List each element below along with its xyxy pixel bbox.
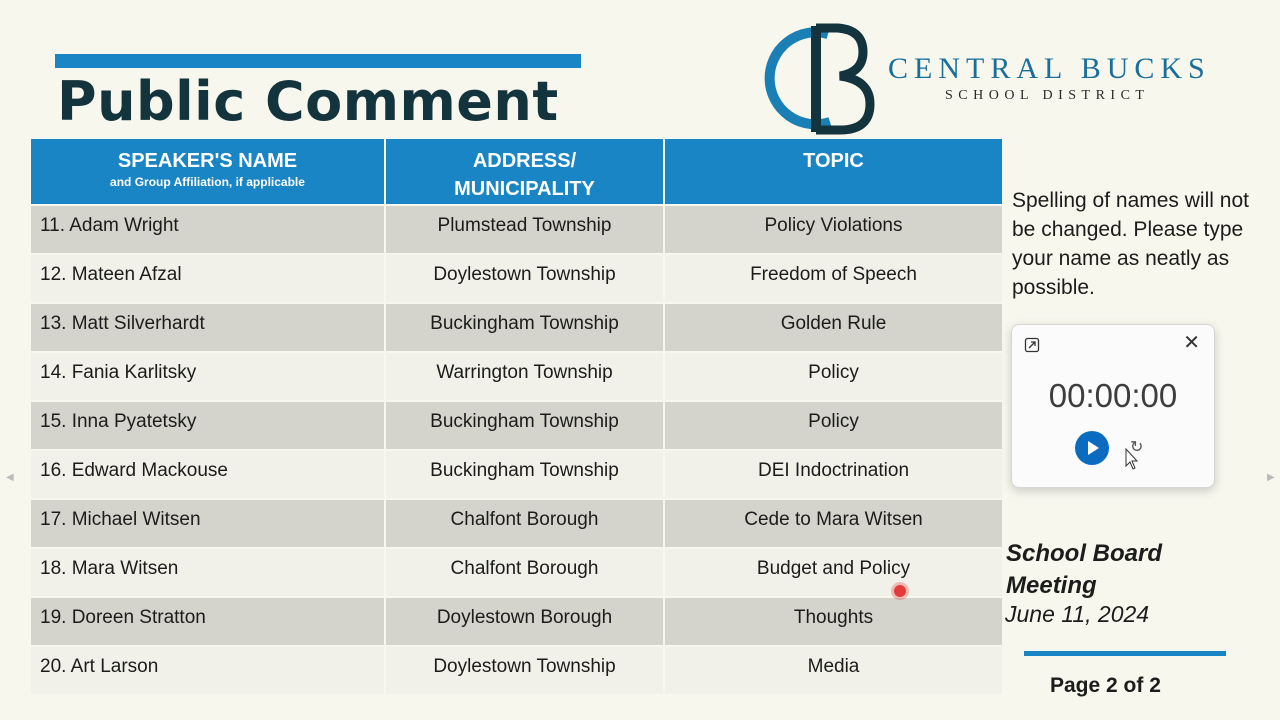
table-row xyxy=(31,547,1002,596)
topic-cell: Policy xyxy=(665,400,1002,449)
header-speaker-name xyxy=(31,139,386,204)
header-address xyxy=(386,139,665,204)
table-row xyxy=(31,449,1002,498)
header-speaker-name-subtitle: and Group Affiliation, if applicable xyxy=(110,175,305,189)
meeting-title-line2: Meeting xyxy=(1006,572,1097,599)
speaker-name-cell: 19. Doreen Stratton xyxy=(31,596,386,645)
table-row xyxy=(31,204,1002,253)
address-cell: Buckingham Township xyxy=(386,400,665,449)
topic-cell: Budget and Policy xyxy=(665,547,1002,596)
spelling-notice: Spelling of names will not be changed. Please type your name as neatly as possible. xyxy=(1012,189,1249,299)
address-cell: Chalfont Borough xyxy=(386,547,665,596)
address-cell: Chalfont Borough xyxy=(386,498,665,547)
table-row xyxy=(31,351,1002,400)
table-header-row xyxy=(31,139,1002,204)
play-icon[interactable] xyxy=(1075,431,1109,465)
meeting-date: June 11, 2024 xyxy=(1005,601,1150,627)
timer-widget xyxy=(1011,324,1215,488)
address-cell: Buckingham Township xyxy=(386,449,665,498)
expand-icon[interactable] xyxy=(1024,337,1040,353)
meeting-title xyxy=(1006,538,1162,602)
speaker-name-cell: 15. Inna Pyatetsky xyxy=(31,400,386,449)
speaker-name-cell: 13. Matt Silverhardt xyxy=(31,302,386,351)
speaker-name-cell: 17. Michael Witsen xyxy=(31,498,386,547)
page-accent-bar xyxy=(1024,651,1226,656)
title-accent-bar xyxy=(55,54,581,68)
page-title: Public Comment xyxy=(57,70,559,133)
speaker-name-cell: 14. Fania Karlitsky xyxy=(31,351,386,400)
logo-district-name: CENTRAL BUCKS xyxy=(888,52,1211,85)
address-cell: Buckingham Township xyxy=(386,302,665,351)
address-cell: Plumstead Township xyxy=(386,204,665,253)
topic-cell: DEI Indoctrination xyxy=(665,449,1002,498)
header-speaker-name-label: SPEAKER'S NAME xyxy=(117,150,298,172)
speaker-name-cell: 12. Mateen Afzal xyxy=(31,253,386,302)
table-row xyxy=(31,596,1002,645)
page-number: Page 2 of 2 xyxy=(1050,674,1161,697)
topic-cell: Golden Rule xyxy=(665,302,1002,351)
header-address-line1: ADDRESS/ xyxy=(472,150,577,172)
topic-cell: Thoughts xyxy=(665,596,1002,645)
topic-cell: Cede to Mara Witsen xyxy=(665,498,1002,547)
topic-cell: Policy xyxy=(665,351,1002,400)
public-comment-table xyxy=(31,139,1002,694)
mouse-cursor-icon xyxy=(1125,448,1139,470)
topic-cell: Freedom of Speech xyxy=(665,253,1002,302)
recording-indicator-icon xyxy=(894,585,906,597)
speaker-name-cell: 20. Art Larson xyxy=(31,645,386,694)
table-row xyxy=(31,253,1002,302)
table-row xyxy=(31,302,1002,351)
topic-cell: Policy Violations xyxy=(665,204,1002,253)
prev-slide-arrow-icon[interactable]: ◀ xyxy=(6,472,14,483)
header-address-line2: MUNICIPALITY xyxy=(454,178,595,200)
address-cell: Warrington Township xyxy=(386,351,665,400)
speaker-name-cell: 11. Adam Wright xyxy=(31,204,386,253)
timer-display: 00:00:00 xyxy=(1048,377,1178,414)
speaker-name-cell: 18. Mara Witsen xyxy=(31,547,386,596)
table-row xyxy=(31,645,1002,694)
cb-monogram-logo-icon xyxy=(758,22,883,137)
topic-cell: Media xyxy=(665,645,1002,694)
address-cell: Doylestown Township xyxy=(386,253,665,302)
table-row xyxy=(31,400,1002,449)
logo-district-subtitle: SCHOOL DISTRICT xyxy=(945,88,1150,103)
speaker-name-cell: 16. Edward Mackouse xyxy=(31,449,386,498)
district-logo xyxy=(758,22,1238,137)
meeting-title-line1: School Board xyxy=(1006,540,1163,567)
address-cell: Doylestown Borough xyxy=(386,596,665,645)
reset-icon[interactable]: ↻ xyxy=(1130,439,1144,456)
address-cell: Doylestown Township xyxy=(386,645,665,694)
close-icon[interactable]: ✕ xyxy=(1183,332,1200,354)
header-topic: TOPIC xyxy=(665,139,1002,204)
next-slide-arrow-icon[interactable]: ▶ xyxy=(1267,472,1275,483)
table-row xyxy=(31,498,1002,547)
